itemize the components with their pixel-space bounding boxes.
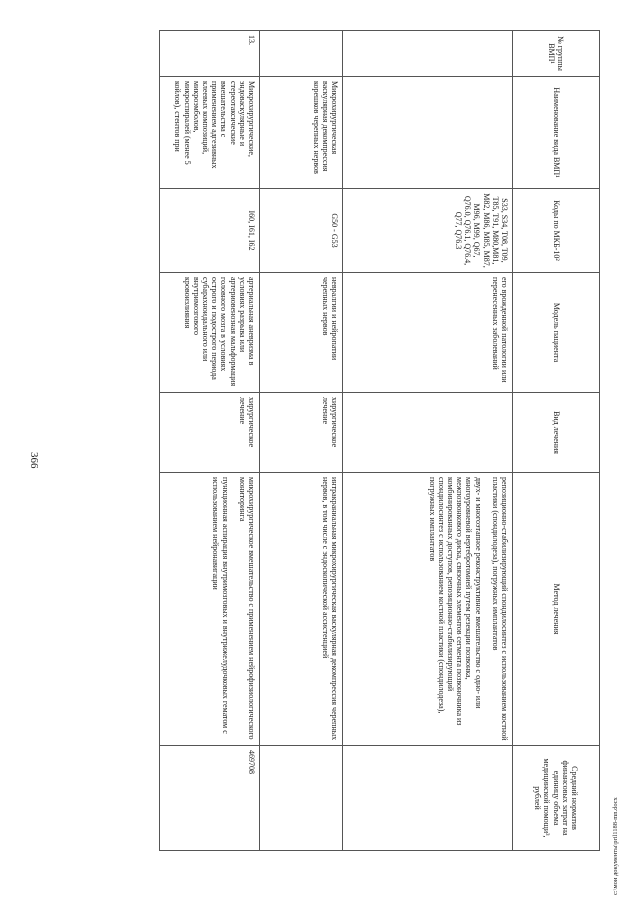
method-paragraph: микрохирургическое вмешательство с применением нейрофизиологического мониторинга xyxy=(237,477,256,740)
cell-model: невралгии и нейропатии черепных нервов xyxy=(260,273,343,393)
cell-codes: I60, I61, I62 xyxy=(160,189,260,273)
page-number: 366 xyxy=(28,452,40,469)
header-method: Метод лечения xyxy=(513,473,600,746)
table-header-row xyxy=(513,31,600,851)
cell-group: 13. xyxy=(160,31,260,77)
cell-name: Микрохирургическая васкулярная декомпрессия корешков черепных нервов xyxy=(260,77,343,189)
header-group: № группы ВМП¹ xyxy=(513,31,600,77)
header-model: Модель пациента xyxy=(513,273,600,393)
method-paragraph: двух- и многоэтапное реконструктивное вмешательство с одно- или многоуровневой вертебротомией путем резекции позвонка, межпозвонкового диска, связочных элементов сегмента позвоночника из комбинированных доступов, репозиционно-стабилизирующий спондилосинтез с использованием костной пластики (спондилодеза), погружных имплантатов xyxy=(427,477,483,726)
cell-model: его врожденной патологии или перенесенных заболеваний xyxy=(343,273,513,393)
cell-norm: 469708 xyxy=(160,746,260,851)
cell-name: Микрохирургические, эндоваскулярные и стереотаксические вмешательства с применением адгезивных клеевых композиций, микроэмболов, микроспиралей (менее 5 койлов), стентов при xyxy=(160,77,260,189)
table-row xyxy=(343,31,513,851)
method-paragraph: репозиционно-стабилизирующий спондилосинтез с использованием костной пластики (спондилодеза), погружных имплантатов xyxy=(490,477,509,741)
footer-file-path: c:\мои документы\pril1188-mn.docx xyxy=(612,797,619,895)
cell-type: хирургическое лечение xyxy=(260,393,343,473)
vmp-table xyxy=(159,30,600,851)
cell-method xyxy=(343,473,513,746)
table-row xyxy=(260,31,343,851)
cell-type: хирургическое лечение xyxy=(160,393,260,473)
cell-norm xyxy=(343,746,513,851)
header-norm: Средний норматив финансовых затрат на единицу объема медицинской помощи³, рублей xyxy=(513,746,600,851)
cell-group xyxy=(260,31,343,77)
cell-codes: G50 - G53 xyxy=(260,189,343,273)
cell-norm xyxy=(260,746,343,851)
cell-method: интракраниальная микрохирургическая васкулярная декомпрессия черепных нервов, в том числе с эндоскопической ассистенцией xyxy=(260,473,343,746)
cell-method xyxy=(160,473,260,746)
cell-name xyxy=(343,77,513,189)
rotated-table-container xyxy=(173,30,600,850)
table-row xyxy=(160,31,260,851)
cell-group xyxy=(343,31,513,77)
header-type: Вид лечения xyxy=(513,393,600,473)
cell-codes: S33, S34, T08, T09, T85, T91, M80,M81, M82, M86, M85, M87, M96, M99, Q67, Q76.0, Q76.1, Q76.4, Q77, Q76.3 xyxy=(343,189,513,273)
header-name: Наименование вида ВМП¹ xyxy=(513,77,600,189)
header-codes: Коды по МКБ-10² xyxy=(513,189,600,273)
cell-type xyxy=(343,393,513,473)
cell-model: артериальная аневризма в условиях разрыва или артериовенозная мальформация головного мозга в условиях острого и подострого периода субарахноидального или внутримозгового кровоизлияния xyxy=(160,273,260,393)
method-paragraph: пункционная аспирация внутримозговых и внутрижелудочковых гематом с использованием нейронавигации xyxy=(211,477,230,734)
